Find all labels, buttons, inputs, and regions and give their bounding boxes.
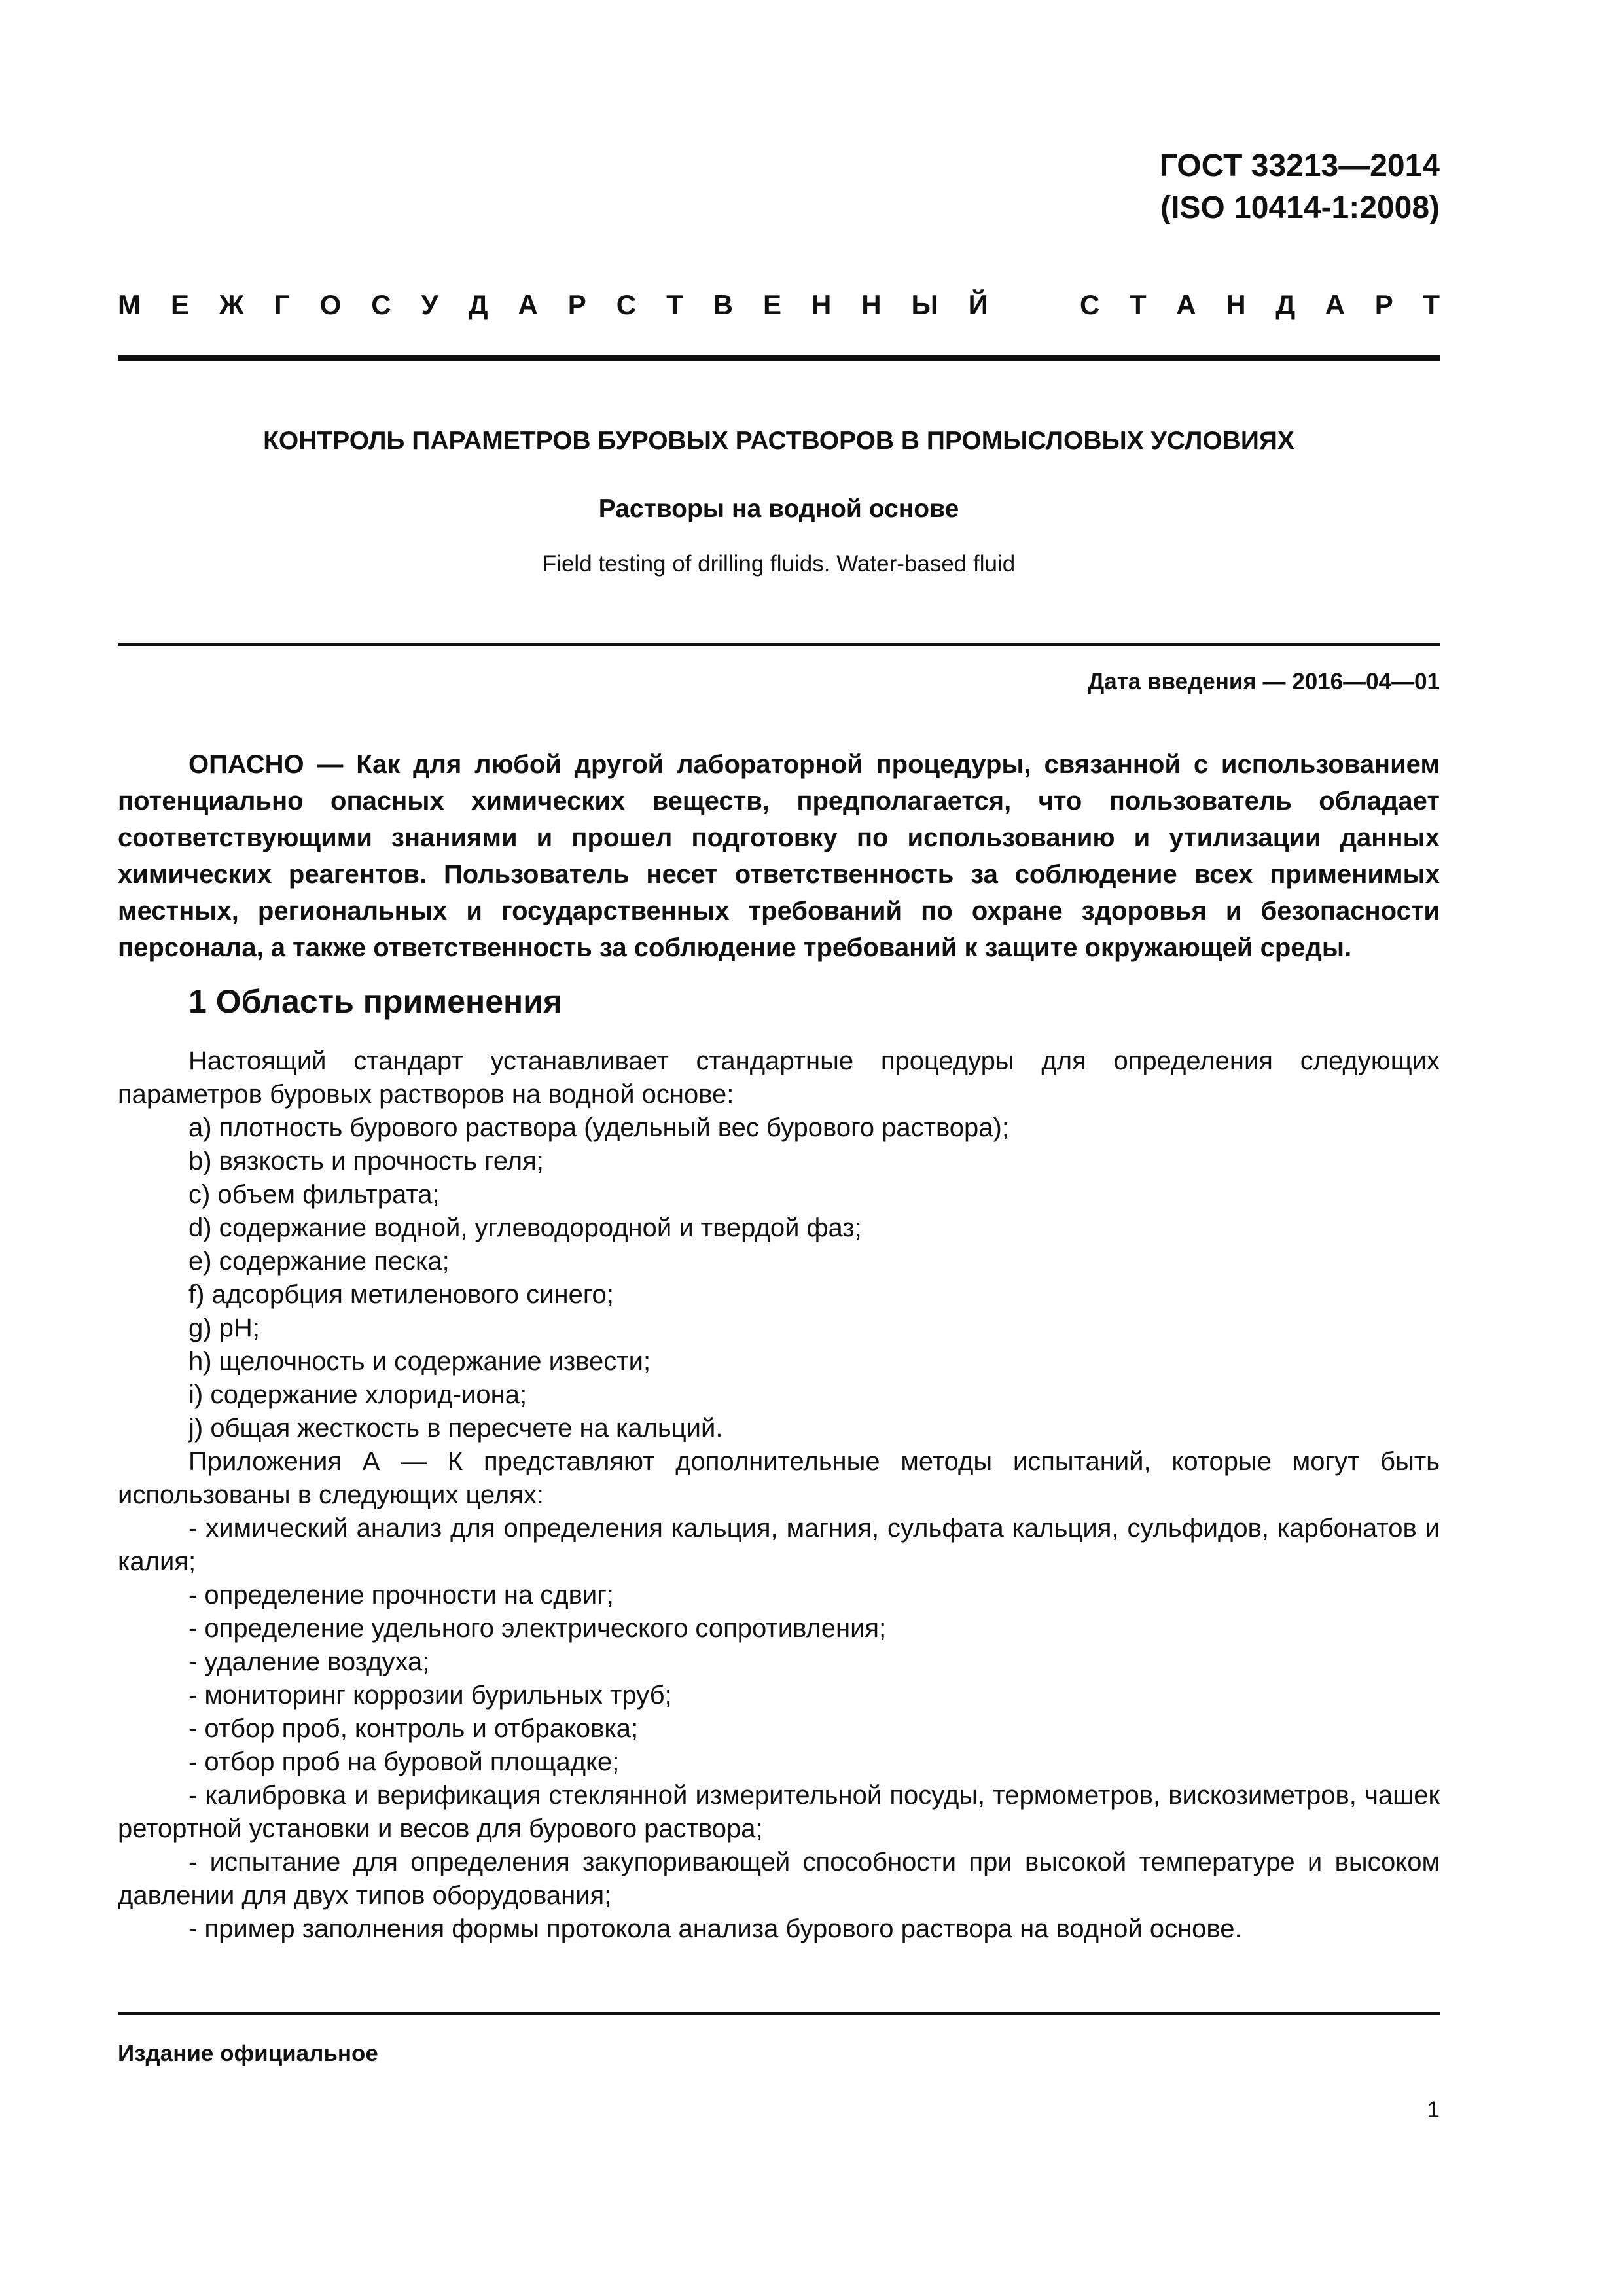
introduction-date: Дата введения — 2016—04—01 bbox=[1088, 669, 1440, 694]
interstate-letter: В bbox=[713, 289, 734, 320]
interstate-standard-heading bbox=[118, 287, 1440, 323]
interstate-letter: У bbox=[421, 289, 438, 320]
interstate-letter: Р bbox=[567, 289, 586, 320]
section-body bbox=[118, 1045, 1440, 1946]
annex-item: - отбор проб, контроль и отбраковка; bbox=[188, 1714, 639, 1743]
interstate-letter: Е bbox=[762, 289, 781, 320]
annex-item: - отбор проб на буровой площадке; bbox=[188, 1748, 620, 1776]
document-title: КОНТРОЛЬ ПАРАМЕТРОВ БУРОВЫХ РАСТВОРОВ В ПРОМЫСЛОВЫХ УСЛОВИЯХ bbox=[263, 427, 1294, 455]
annex-item: - определение прочности на сдвиг; bbox=[188, 1581, 614, 1609]
scope-item: b) вязкость и прочность геля; bbox=[188, 1147, 544, 1175]
interstate-letter: С bbox=[371, 289, 391, 320]
interstate-letter: Е bbox=[170, 289, 189, 320]
interstate-letter: Ж bbox=[219, 289, 244, 320]
interstate-letter: Ы bbox=[911, 289, 938, 320]
standard-designation bbox=[1160, 145, 1440, 229]
standard-number: ГОСТ 33213—2014 bbox=[1159, 149, 1440, 183]
annex-item: - удаление воздуха; bbox=[188, 1647, 430, 1676]
footer-divider bbox=[118, 2012, 1440, 2015]
standard-letter: А bbox=[1325, 289, 1346, 320]
scope-item: e) содержание песка; bbox=[188, 1247, 450, 1276]
interstate-letter: О bbox=[319, 289, 342, 320]
scope-item: g) pH; bbox=[188, 1314, 260, 1342]
scope-item: i) содержание хлорид-иона; bbox=[188, 1380, 527, 1409]
interstate-letter: С bbox=[616, 289, 637, 320]
annex-item: - мониторинг коррозии бурильных труб; bbox=[188, 1681, 672, 1710]
scope-item: d) содержание водной, углеводородной и твердой фаз; bbox=[188, 1213, 862, 1242]
annex-item: - испытание для определения закупоривающей способности при высокой температуре и высоком давлении для двух типов оборудования; bbox=[118, 1848, 1440, 1910]
standard-letter: Т bbox=[1423, 289, 1440, 320]
scope-item: j) общая жесткость в пересчете на кальций. bbox=[188, 1414, 723, 1443]
annex-item: - определение удельного электрического сопротивления; bbox=[188, 1614, 887, 1643]
interstate-letter: Г bbox=[274, 289, 290, 320]
section-heading: 1 Область применения bbox=[188, 983, 563, 1020]
standard-word bbox=[1080, 287, 1440, 323]
scope-item: a) плотность бурового раствора (удельный вес бурового раствора); bbox=[188, 1113, 1009, 1142]
interstate-letter: А bbox=[518, 289, 538, 320]
page-number: 1 bbox=[1427, 2097, 1440, 2123]
standard-letter: Т bbox=[1129, 289, 1147, 320]
interstate-word bbox=[118, 287, 988, 323]
title-divider bbox=[118, 643, 1440, 646]
scope-intro: Настоящий стандарт устанавливает стандартные процедуры для определения следующих параметров буровых растворов на водной основе: bbox=[118, 1047, 1440, 1109]
english-title: Field testing of drilling fluids. Water-based fluid bbox=[542, 551, 1016, 577]
standard-letter: Н bbox=[1226, 289, 1246, 320]
annex-item: - калибровка и верификация стеклянной измерительной посуды, термометров, вискозиметров, чашек ретортной установки и весов для бурового раствора; bbox=[118, 1781, 1440, 1843]
standard-letter: Р bbox=[1374, 289, 1393, 320]
scope-item: c) объем фильтрата; bbox=[188, 1180, 440, 1209]
iso-reference: (ISO 10414-1:2008) bbox=[1160, 190, 1440, 225]
scope-item: h) щелочность и содержание извести; bbox=[188, 1347, 651, 1376]
document-subtitle: Растворы на водной основе bbox=[598, 495, 959, 523]
interstate-letter: Т bbox=[666, 289, 683, 320]
interstate-letter: Д bbox=[468, 289, 488, 320]
standard-letter: С bbox=[1080, 289, 1100, 320]
scope-item: f) адсорбция метиленового синего; bbox=[188, 1280, 614, 1309]
safety-warning: ОПАСНО — Как для любой другой лабораторной процедуры, связанной с использованием потенциально опасных химических веществ, предполагается, что пользователь обладает соответствующими знаниями и прошел подготовку по использованию и утилизации данных химических реагентов. Пользователь несет ответственность за соблюдение всех применимых местных, региональных и государственных требований по охране здоровья и безопасности персонала, а также ответственность за соблюдение требований к защите окружающей среды. bbox=[118, 750, 1440, 962]
header-divider bbox=[118, 355, 1440, 361]
annex-intro: Приложения А — К представляют дополнительные методы испытаний, которые могут быть использованы в следующих целях: bbox=[118, 1447, 1440, 1509]
interstate-letter: Й bbox=[968, 289, 988, 320]
annex-item: - пример заполнения формы протокола анализа бурового раствора на водной основе. bbox=[188, 1914, 1242, 1943]
annex-item: - химический анализ для определения кальция, магния, сульфата кальция, сульфидов, карбонатов и калия; bbox=[118, 1514, 1440, 1576]
standard-letter: А bbox=[1176, 289, 1196, 320]
interstate-letter: Н bbox=[811, 289, 832, 320]
edition-note: Издание официальное bbox=[118, 2041, 378, 2066]
interstate-letter: Н bbox=[861, 289, 882, 320]
interstate-letter: М bbox=[118, 289, 141, 320]
standard-letter: Д bbox=[1275, 289, 1296, 320]
